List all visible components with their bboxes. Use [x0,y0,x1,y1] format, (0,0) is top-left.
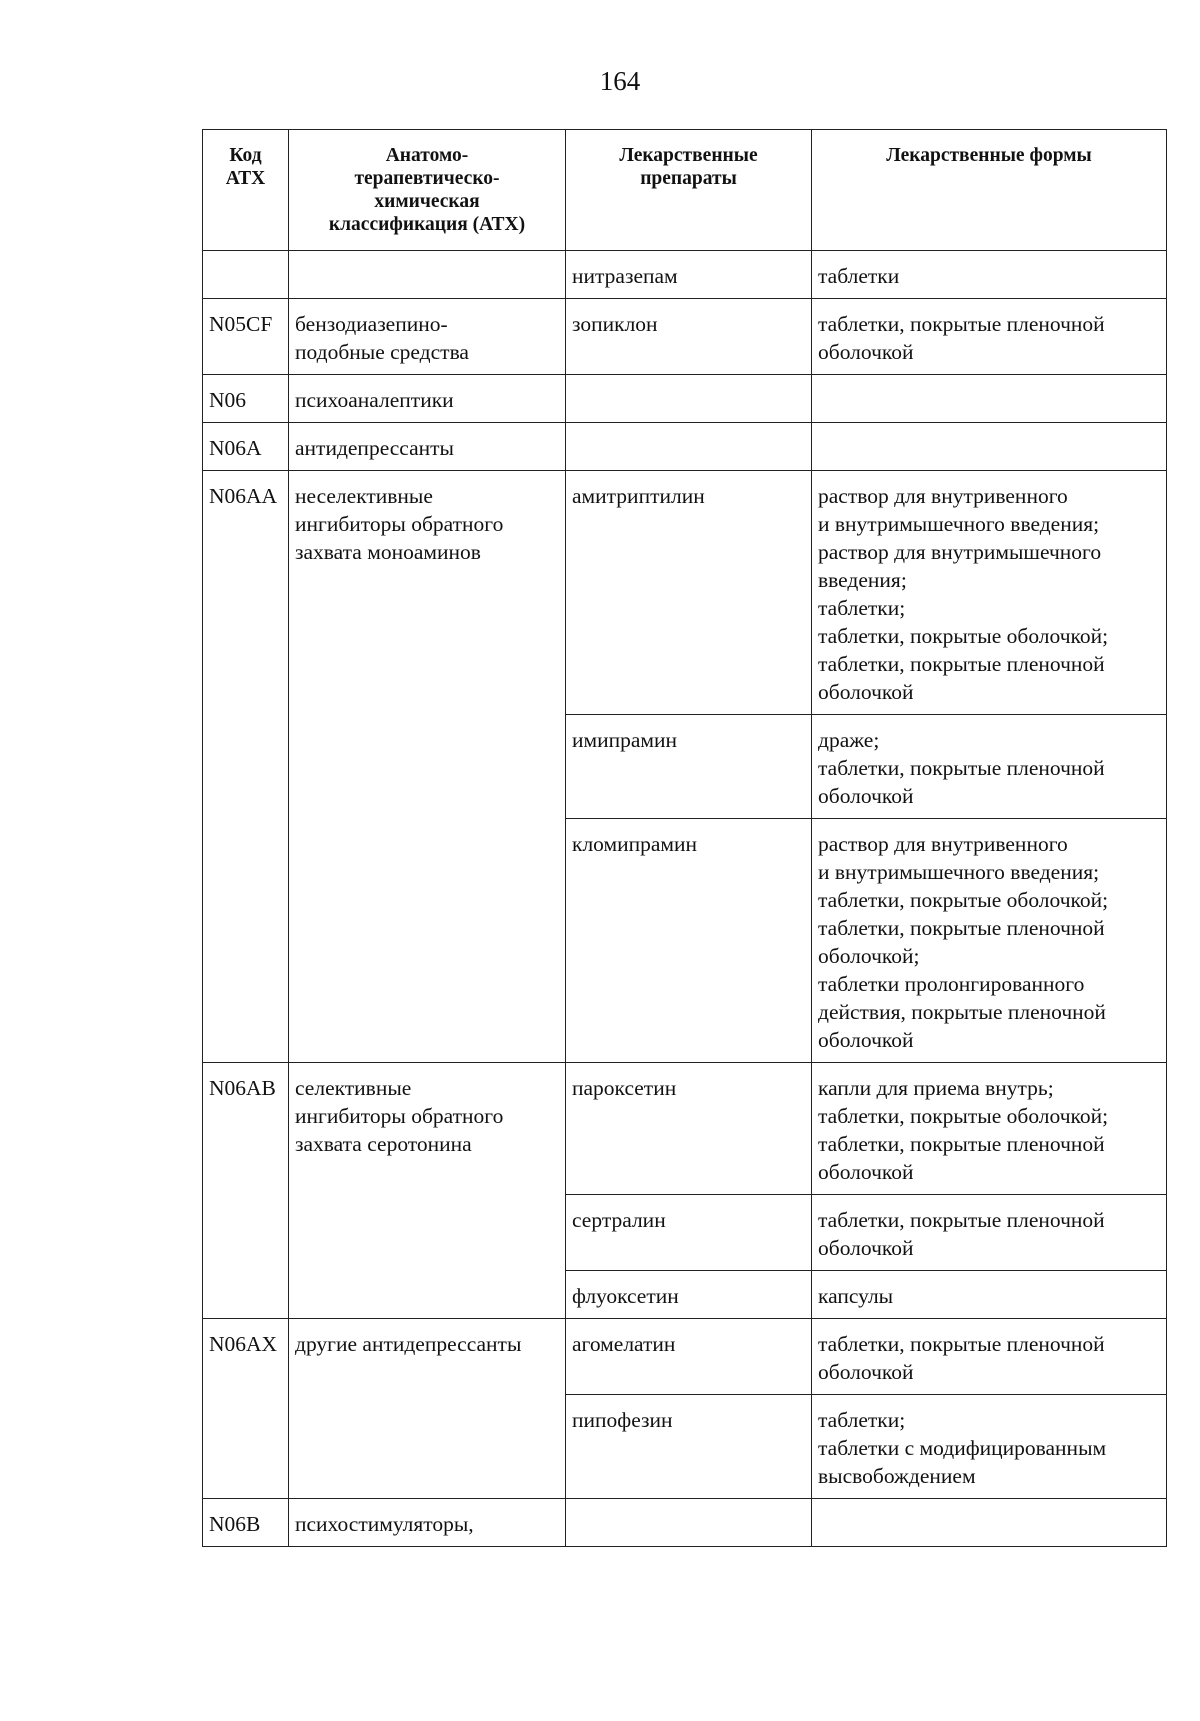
drug-cell: кломипрамин [566,819,812,1063]
forms-cell [812,423,1167,471]
atx-code-cell: N06AA [203,471,289,1063]
classification-cell: психостимуляторы, [289,1499,566,1547]
atx-code-cell [203,251,289,299]
atx-code-cell: N05CF [203,299,289,375]
forms-cell: таблетки, покрытые пленочной оболочкой [812,1319,1167,1395]
header-drugs: Лекарственные препараты [566,130,812,251]
drug-cell [566,423,812,471]
table-row [203,299,1167,375]
forms-cell: таблетки, покрытые пленочной оболочкой [812,1195,1167,1271]
drug-cell [566,375,812,423]
classification-cell: бензодиазепино- подобные средства [289,299,566,375]
atx-code-cell: N06AB [203,1063,289,1319]
atx-code-cell: N06 [203,375,289,423]
atx-drug-table [202,129,1167,1547]
table-row [203,1063,1167,1195]
header-atx-classification: Анатомо- терапевтическо- химическая классификация (АТХ) [289,130,566,251]
drug-cell: агомелатин [566,1319,812,1395]
drug-cell: имипрамин [566,715,812,819]
forms-cell: капли для приема внутрь; таблетки, покрытые оболочкой; таблетки, покрытые пленочной оболочкой [812,1063,1167,1195]
header-atx-code: Код АТХ [203,130,289,251]
drug-cell: пипофезин [566,1395,812,1499]
forms-cell: таблетки, покрытые пленочной оболочкой [812,299,1167,375]
table-row [203,423,1167,471]
classification-cell: селективные ингибиторы обратного захвата серотонина [289,1063,566,1319]
atx-code-cell: N06B [203,1499,289,1547]
forms-cell: капсулы [812,1271,1167,1319]
table-row [203,1319,1167,1395]
table-row [203,375,1167,423]
table-row [203,471,1167,715]
drug-cell: зопиклон [566,299,812,375]
atx-code-cell: N06AX [203,1319,289,1499]
forms-cell: раствор для внутривенного и внутримышечного введения; таблетки, покрытые оболочкой; таблетки, покрытые пленочной оболочкой; таблетки пролонгированного действия, покрытые пленочной оболочкой [812,819,1167,1063]
classification-cell [289,251,566,299]
atx-code-cell: N06A [203,423,289,471]
forms-cell: таблетки; таблетки с модифицированным высвобождением [812,1395,1167,1499]
forms-cell [812,1499,1167,1547]
drug-cell [566,1499,812,1547]
forms-cell: раствор для внутривенного и внутримышечного введения; раствор для внутримышечного введения; таблетки; таблетки, покрытые оболочкой; таблетки, покрытые пленочной оболочкой [812,471,1167,715]
drug-cell: флуоксетин [566,1271,812,1319]
drug-cell: пароксетин [566,1063,812,1195]
table-row [203,1499,1167,1547]
table-row [203,251,1167,299]
classification-cell: психоаналептики [289,375,566,423]
table-header-row [203,130,1167,251]
forms-cell: драже; таблетки, покрытые пленочной оболочкой [812,715,1167,819]
classification-cell: другие антидепрессанты [289,1319,566,1499]
forms-cell [812,375,1167,423]
drug-cell: нитразепам [566,251,812,299]
drug-cell: сертралин [566,1195,812,1271]
classification-cell: антидепрессанты [289,423,566,471]
header-dosage-forms: Лекарственные формы [812,130,1167,251]
page-number: 164 [599,66,641,96]
forms-cell: таблетки [812,251,1167,299]
classification-cell: неселективные ингибиторы обратного захвата моноаминов [289,471,566,1063]
drug-cell: амитриптилин [566,471,812,715]
